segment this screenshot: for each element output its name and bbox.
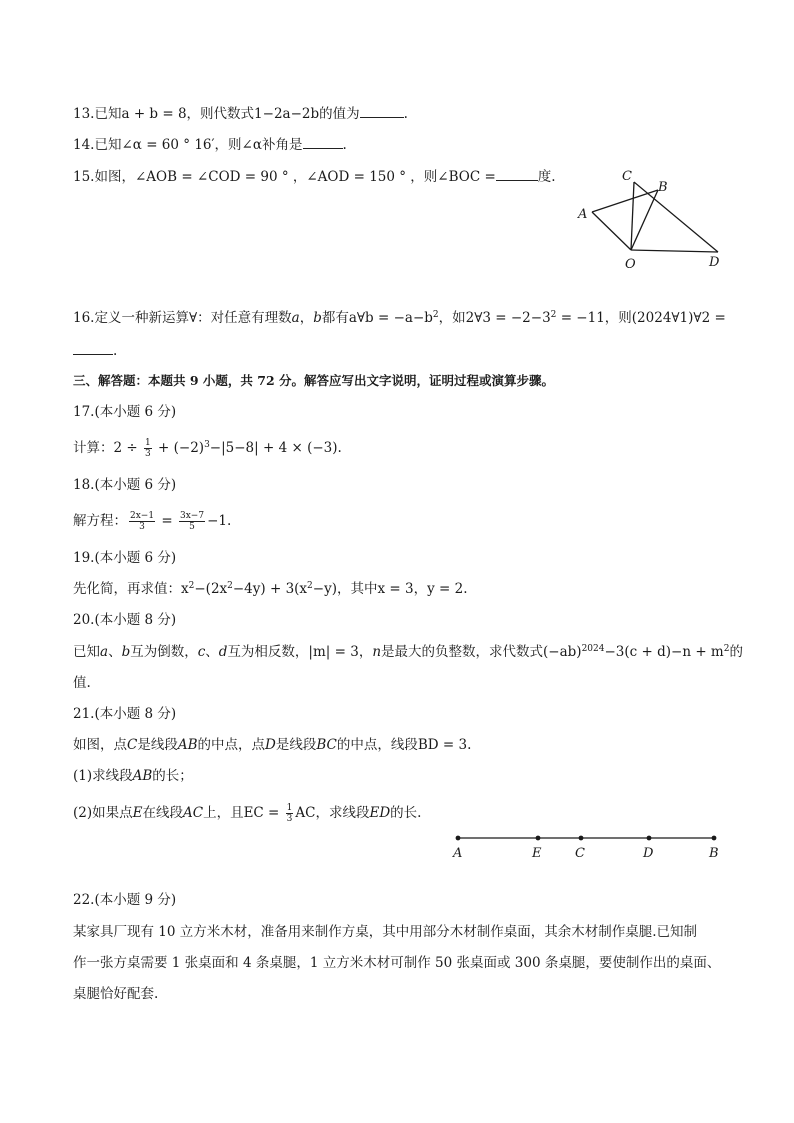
label-b: B (709, 846, 719, 861)
section-heading: 三、解答题：本题共 9 小题，共 72 分。解答应写出文字说明，证明过程或演算步骤。 (73, 373, 555, 388)
ray-od (631, 250, 718, 252)
segment-cd (634, 182, 718, 252)
question-18-body: 解方程： $\frac{2x-1}{3}$ = $\frac{3x-7}{5}$ −1. (73, 511, 232, 532)
label-c: C (575, 846, 585, 861)
point-d (647, 836, 652, 841)
label-e: E (532, 846, 542, 861)
fraction: $\frac{3x-7}{5}$ (179, 511, 205, 532)
question-19-body: 先化简，再求值：$x^2-(2x^2-4y) + 3(x^2-y)$，其中x = 3，y = 2. (73, 581, 468, 597)
label-o: O (625, 257, 636, 272)
question-18-heading: 18.(本小题 6 分) (73, 477, 177, 493)
label-b: B (658, 180, 668, 195)
fraction: $\frac{1}{3}$ (286, 803, 293, 824)
label-d: D (709, 255, 720, 270)
question-19-heading: 19.(本小题 6 分) (73, 550, 177, 566)
ray-oa (592, 212, 631, 250)
point-b (712, 836, 717, 841)
point-c (579, 836, 584, 841)
question-14: 14.已知∠α = 60 ° 16′，则∠α补角是 . (73, 137, 347, 153)
question-21-part-2: (2)如果点E在线段AC上，且EC = $\frac{1}{3}$ AC，求线段ED的长. (73, 803, 422, 824)
ray-oc (631, 182, 634, 250)
angle-figure (572, 165, 752, 275)
segment-figure (448, 826, 728, 862)
label-d: D (643, 846, 654, 861)
label-c: C (622, 169, 632, 184)
point-a (456, 836, 461, 841)
question-16: 16.定义一种新运算∀：对任意有理数a，b都有a∀b = $-a-b^2$，如2∀3 = $-2-3^2 = -11$，则(2024∀1)∀2 = (73, 310, 726, 326)
label-a: A (578, 207, 588, 222)
question-17-body: 计算：2 ÷ $\frac{1}{3}$ + $(-2)^3-|5-8| + 4 \times (-3)$. (73, 438, 342, 459)
question-16-answer-line: . (73, 341, 117, 360)
fraction: $\frac{1}{3}$ (144, 438, 151, 459)
question-21-body: 如图，点C是线段AB的中点，点D是线段BC的中点，线段BD = 3. (73, 737, 472, 753)
question-22-line-1: 某家具厂现有 10 立方米木材，准备用来制作方桌，其中用部分木材制作桌面，其余木材制作桌腿.已知制 (73, 924, 698, 940)
question-21-heading: 21.(本小题 8 分) (73, 706, 177, 722)
question-20-body: 已知a、b互为倒数，c、d互为相反数，|m| = 3，n是最大的负整数，求代数式$(-ab)^{2024}-3(c + d)-n + m^2$的 (73, 644, 743, 660)
question-22-line-2: 作一张方桌需要 1 张桌面和 4 条桌腿，1 立方米木材可制作 50 张桌面或 300 条桌腿，要使制作出的桌面、 (73, 955, 721, 971)
question-20-heading: 20.(本小题 8 分) (73, 612, 177, 628)
answer-blank[interactable] (303, 135, 343, 149)
question-20-body-cont: 值. (73, 675, 91, 691)
fraction: $\frac{2x-1}{3}$ (130, 511, 155, 532)
question-13: 13.已知a + b = 8，则代数式1−2a−2b的值为 . (73, 106, 408, 122)
answer-blank[interactable] (360, 104, 404, 118)
question-22-line-3: 桌腿恰好配套. (73, 986, 159, 1002)
label-a: A (453, 846, 463, 861)
answer-blank[interactable] (496, 167, 538, 181)
question-17-heading: 17.(本小题 6 分) (73, 404, 177, 420)
point-e (536, 836, 541, 841)
answer-blank[interactable] (73, 341, 113, 355)
question-22-heading: 22.(本小题 9 分) (73, 892, 177, 908)
question-21-part-1: (1)求线段AB的长； (73, 768, 193, 784)
question-15: 15.如图，∠AOB = ∠COD = 90 ° ，∠AOD = 150 ° ，则∠BOC = 度. (73, 169, 556, 185)
